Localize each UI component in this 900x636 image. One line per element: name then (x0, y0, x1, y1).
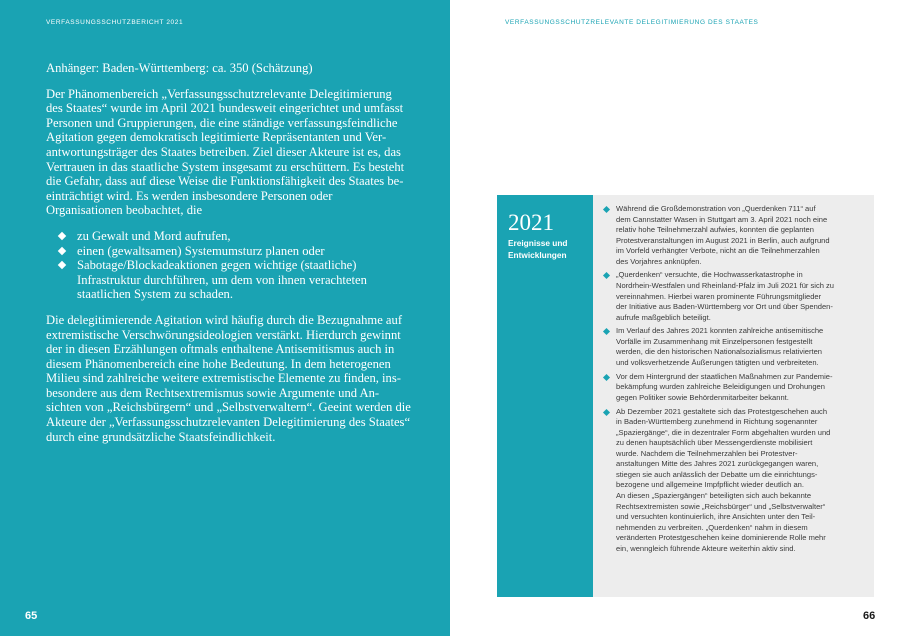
year-box (497, 195, 593, 597)
paragraph-line: Agitation gegen demokratisch legitimierte Repräsentanten und Ver- (46, 130, 387, 145)
bullet-item (46, 258, 408, 302)
paragraph-line: Vertrauen in das staatliche System insgesamt zu erschüttern. Es besteht (46, 159, 405, 174)
paragraph-line: Die delegitimierende Agitation wird häufig durch die Bezugnahme auf (46, 312, 403, 327)
event-line: Während die Großdemonstration von „Querdenken 711“ auf (616, 204, 816, 213)
bullet-list (46, 229, 408, 302)
event-line: Vorfälle im Zusammenhang mit Einzelpersonen festgestellt (616, 336, 813, 346)
event-line: bekämpfung wurden zahlreiche Beleidigungen und Drohungen (616, 382, 825, 392)
event-line: Rechtsextremisten sowie „Reichsbürger“ und „Selbstverwalter“ (616, 501, 826, 511)
event-line: aufrufe maßgeblich beteiligt. (616, 312, 711, 322)
diamond-bullet-icon (58, 246, 66, 254)
event-line: dem Cannstatter Wasen in Stuttgart am 3. April 2021 noch eine (616, 214, 828, 224)
bullet-line: einen (gewaltsamen) Systemumsturz planen oder (46, 244, 408, 259)
event-line: vereinnahmen. Hierbei waren prominente Führungsmitglieder (616, 291, 822, 301)
paragraph-intro (46, 87, 408, 218)
event-line: stiegen sie auch anlässlich der Debatte um die einrichtungs- (616, 469, 818, 479)
paragraph-line: Milieu sind zahlreiche weitere extremistische Elemente zu finden, ins- (46, 371, 401, 386)
diamond-bullet-icon (58, 232, 66, 240)
paragraph-line: Personen und Gruppierungen, die eine ständige verfassungsfeindliche (46, 115, 398, 130)
event-line: zu denen hauptsächlich über Messengerdienste mobilisiert (616, 438, 813, 448)
event-line: veränderten Protestgeschehen keine dominierende Rolle mehr (616, 533, 826, 543)
paragraph-line: besondere aus dem Rechtsextremismus sowie Argumente und An- (46, 385, 380, 400)
paragraph-line: diesem Phänomenbereich eine hohe Bedeutung. In dem heterogenen (46, 356, 391, 371)
event-line: und versuchten kontinuierlich, ihre Ansichten unter den Teil- (616, 512, 816, 522)
paragraph-line: einträchtigt wird. Es werden insbesondere Personen oder (46, 188, 333, 203)
running-header-right: VERFASSUNGSSCHUTZRELEVANTE DELEGITIMIERUNG DES STAATES (505, 19, 759, 26)
event-line: gegen Politiker sowie Behördenmitarbeiter bekannt. (616, 392, 789, 402)
event-item (601, 407, 869, 555)
bullet-line: staatlichen System zu schaden. (77, 287, 233, 302)
event-line: Nordrhein-Westfalen und Rheinland-Pfalz im Juli 2021 für sich zu (616, 281, 834, 291)
bullet-line: Infrastruktur durchführen, um dem von ihnen verachteten (77, 272, 367, 287)
diamond-bullet-icon (603, 328, 610, 335)
paragraph-line: Der Phänomenbereich „Verfassungsschutzrelevante Delegitimierung (46, 86, 392, 101)
paragraph-agitation (46, 312, 411, 444)
event-line: relativ hohe Teilnehmerzahl aufwies, konnten die geplanten (616, 225, 814, 235)
diamond-bullet-icon (603, 272, 610, 279)
paragraph-line: die Gefahr, dass auf diese Weise die Funktionsfähigkeit des Staates be- (46, 174, 404, 189)
bullet-item (46, 244, 408, 259)
event-item (601, 372, 869, 404)
event-line: An diesen „Spaziergängen“ beteiligten sich auch bekannte (616, 490, 812, 500)
page-number-right: 66 (863, 610, 876, 622)
diamond-bullet-icon (58, 261, 66, 269)
paragraph-line: durch eine grundsätzliche Staatsfeindlichkeit. (46, 429, 276, 444)
right-page (450, 0, 900, 636)
event-line: Protestveranstaltungen im August 2021 in Berlin, auch aufgrund (616, 235, 830, 245)
bullet-item (46, 229, 408, 244)
event-line: „Querdenken“ versuchte, die Hochwasserkatastrophe in (616, 270, 803, 280)
diamond-bullet-icon (603, 409, 610, 416)
running-header-left: VERFASSUNGSSCHUTZBERICHT 2021 (46, 19, 184, 26)
event-item (601, 204, 869, 267)
event-item (601, 270, 869, 323)
event-line: anstaltungen Mitte des Jahres 2021 zurückgegangen waren, (616, 459, 819, 469)
event-line: der Initiative aus Baden-Württemberg vor Ort und über Spenden- (616, 302, 833, 312)
event-line: des Vorjahres anknüpfen. (616, 256, 702, 266)
event-line: Ab Dezember 2021 gestaltete sich das Protestgeschehen auch (616, 406, 828, 416)
box-subtitle (508, 238, 567, 261)
event-line: im Vorfeld verhängter Verbote, nicht an die Teilnehmerzahlen (616, 246, 820, 256)
bullet-line: zu Gewalt und Mord aufrufen, (46, 229, 408, 244)
event-line: ein, wenngleich führende Akteure weiterhin aktiv sind. (616, 543, 796, 553)
paragraph-line: Akteure der „Verfassungsschutzrelevanten Delegitimierung des Staates“ (46, 415, 411, 430)
events-list (601, 204, 869, 557)
paragraph-line: extremistische Verschwörungsideologien verstärkt. Hierdurch gewinnt (46, 327, 401, 342)
event-line: Im Verlauf des Jahres 2021 konnten zahlreiche antisemitische (616, 326, 824, 336)
event-line: „Spaziergänge“, die in dezentraler Form abgehalten wurden und (616, 427, 831, 437)
event-line: nehmenden zu verbreiten. „Querdenken“ nahm in diesem (616, 522, 808, 532)
supporters-line: Anhänger: Baden-Württemberg: ca. 350 (Schätzung) (46, 61, 313, 75)
event-line: in Baden-Württemberg zunehmend in Richtung sogenannter (616, 417, 818, 427)
paragraph-line: der in diesen Erzählungen oftmals enthaltene Antisemitismus auch in (46, 342, 395, 357)
diamond-bullet-icon (603, 374, 610, 381)
box-subtitle-line: Ereignisse und (508, 238, 568, 248)
event-line: und volksverhetzende Äußerungen tätigten und verbreiteten. (616, 358, 819, 368)
event-line: Vor dem Hintergrund der staatlichen Maßnahmen zur Pandemie- (616, 371, 833, 381)
event-line: wurde. Nachdem die Teilnehmerzahlen bei Protestver- (616, 448, 798, 458)
event-line: bezogene und allgemeine Impfpflicht wieder deutlich an. (616, 480, 804, 490)
diamond-bullet-icon (603, 206, 610, 213)
paragraph-line: sichten von „Reichsbürgern“ und „Selbstverwaltern“. Geeint werden die (46, 400, 411, 415)
paragraph-line: des Staates“ wurde im April 2021 bundesweit eingerichtet und umfasst (46, 101, 404, 116)
box-subtitle-line: Entwicklungen (508, 249, 567, 260)
left-body-text (46, 61, 411, 444)
paragraph-line: Organisationen beobachtet, die (46, 203, 203, 218)
paragraph-line: antwortungsträger des Staates betreiben. Ziel dieser Akteure ist es, das (46, 144, 401, 159)
event-line: werden, die den historischen Nationalsozialismus relativierten (616, 347, 822, 357)
page-number-left: 65 (25, 610, 38, 622)
event-item (601, 326, 869, 368)
events-box (593, 195, 874, 597)
year-title: 2021 (508, 210, 554, 235)
bullet-line: Sabotage/Blockadeaktionen gegen wichtige (staatliche) (46, 258, 408, 273)
